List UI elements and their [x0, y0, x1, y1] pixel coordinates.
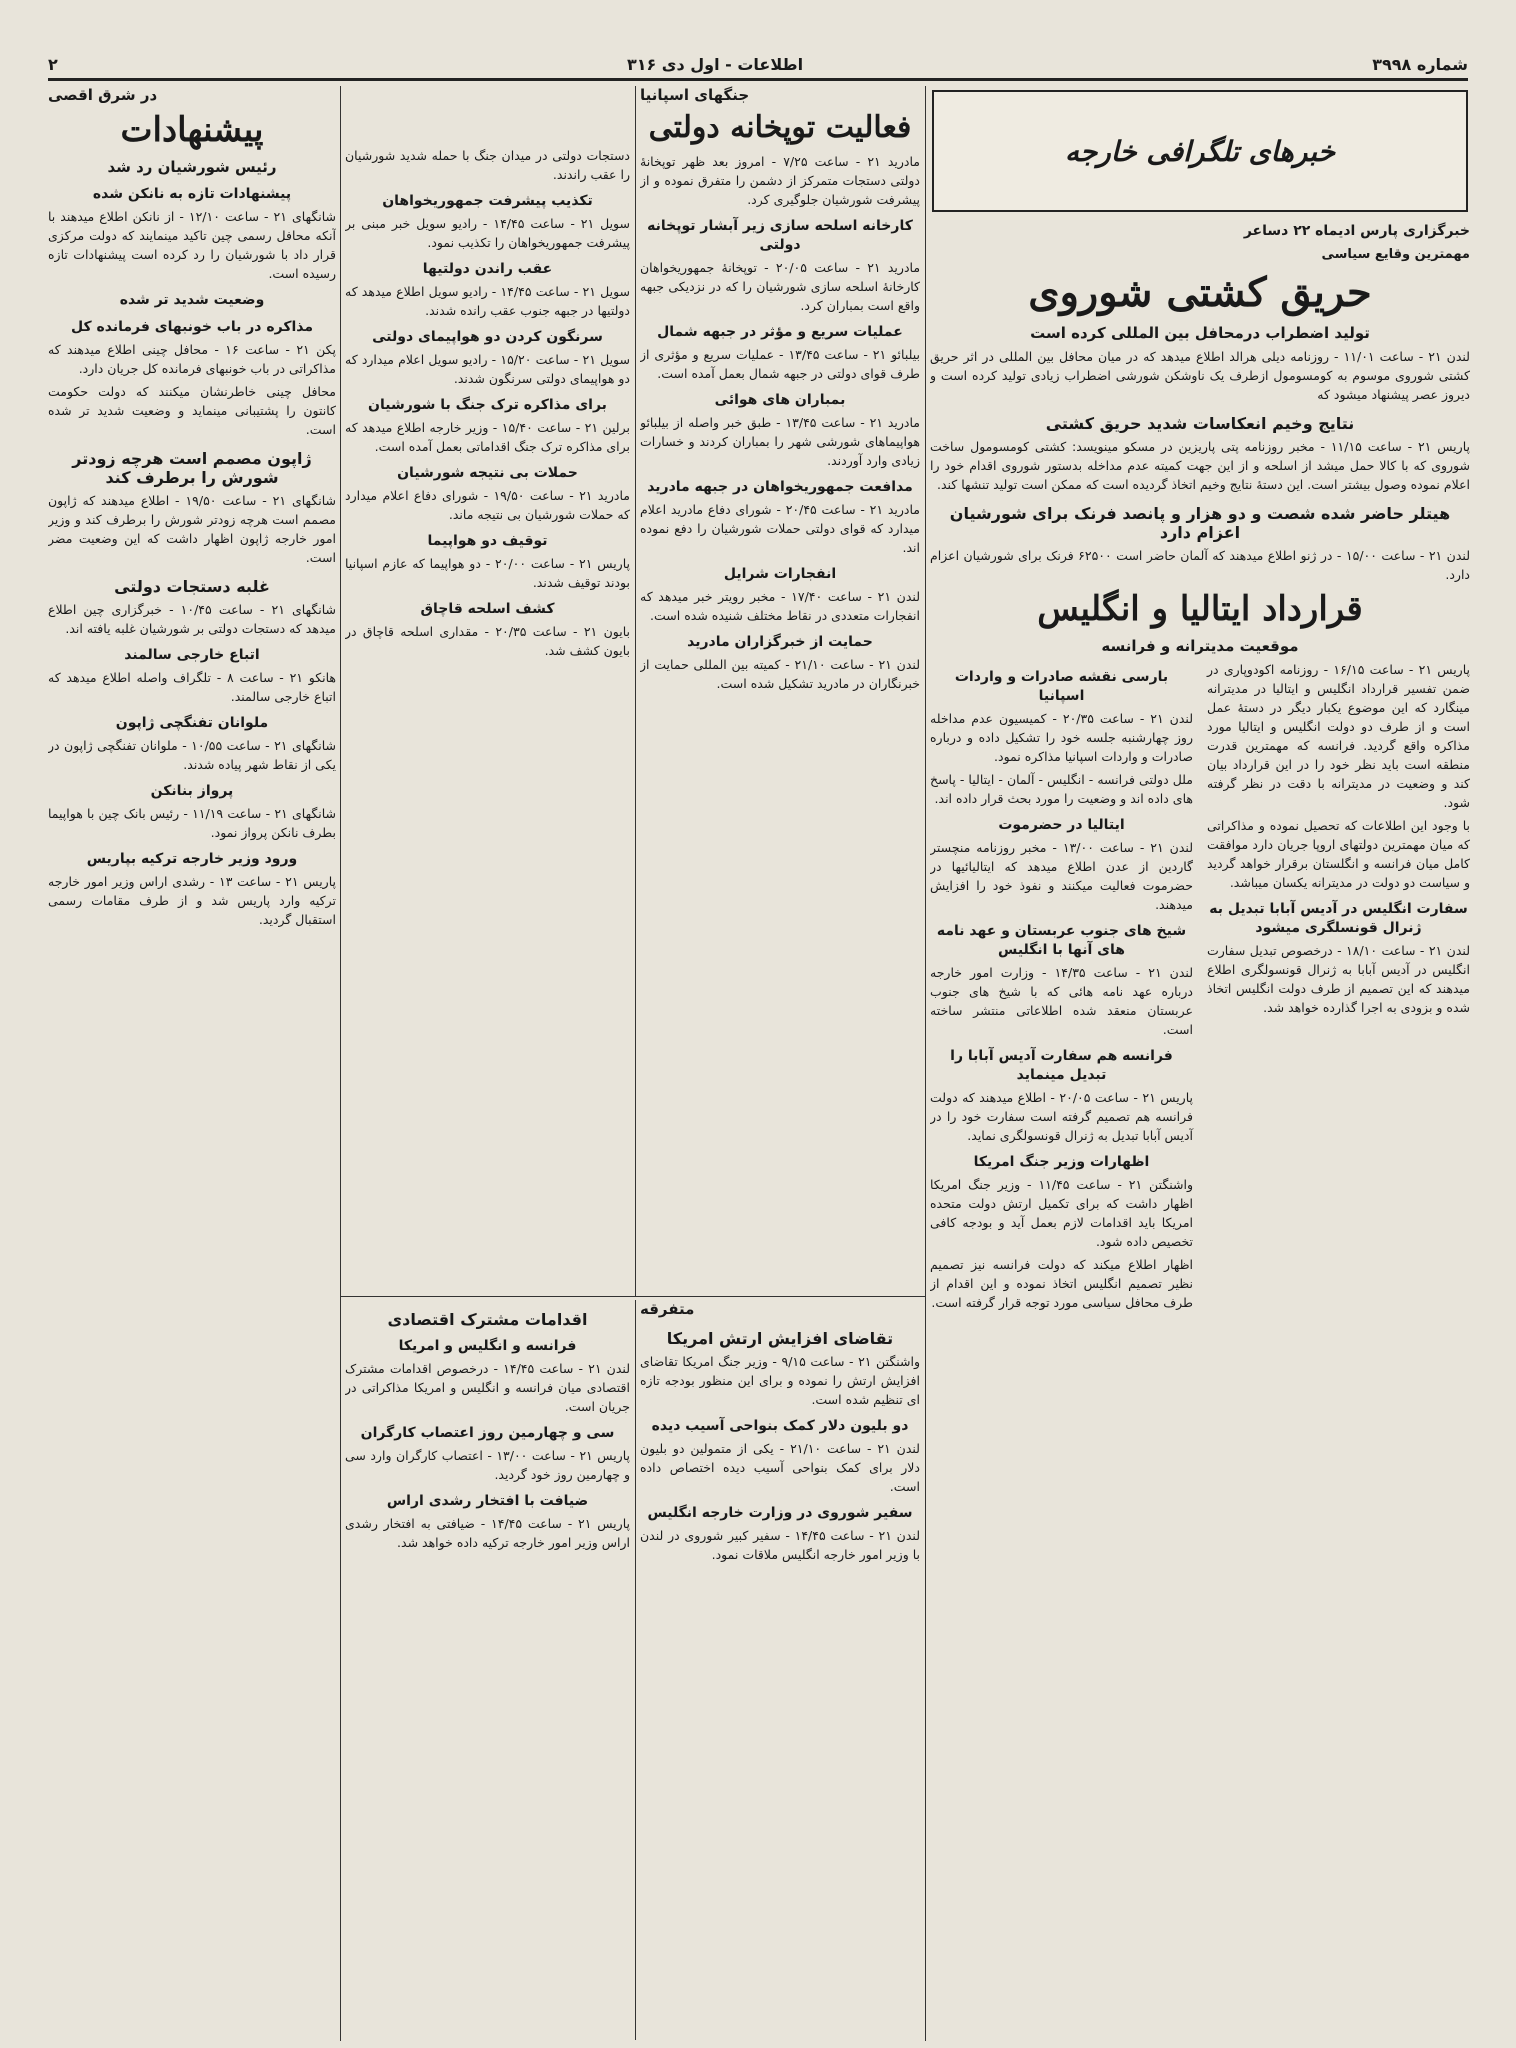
article-text: شانگهای ۲۱ - ساعت ۱۲/۱۰ - از نانکن اطلاع میدهند با آنکه محافل رسمی چین تاکید مینمایند که دولت مرکزی قرار داد با شورشیان را رد کرده است پیشنهادات تازه رسیده است.: [48, 209, 336, 282]
article-text: لندن ۲۱ - ساعت ۱۴/۴۵ - سفیر کبیر شوروی در لندن با وزیر امور خارجه انگلیس ملاقات نمود.: [640, 1528, 920, 1562]
headline-artillery: فعالیت توپخانه دولتی: [648, 110, 912, 145]
article-heading: پیشنهادات تازه به نانکن شده: [92, 186, 292, 203]
article-heading: مدافعت جمهوریخواهان در جبهه مادرید: [647, 478, 913, 495]
section-label: جنگهای اسپانیا: [640, 86, 750, 104]
article-heading: تکذیب پیشرفت جمهوریخواهان: [382, 193, 593, 209]
article-heading: کارخانه اسلحه سازی زیر آبشار توپخانه دولتی: [647, 217, 913, 253]
headline-italy-england: قرارداد ایتالیا و انگلیس: [1037, 589, 1363, 629]
article-text: شانگهای ۲۱ - ساعت ۱۰/۵۵ - ملوانان تفنگچی ژاپون در یکی از نقاط شهر پیاده شدند.: [48, 738, 336, 773]
banner-title: خبرهای تلگرافی خارجه: [1064, 134, 1336, 168]
issue-date: اطلاعات - اول دی ۳۱۶: [626, 54, 804, 74]
article-heading: مذاکره در باب خونبهای فرمانده کل: [70, 319, 314, 336]
economic-column: [345, 1300, 630, 2040]
article-text: پاریس ۲۱ - ساعت ۱۱/۱۵ - مخبر روزنامه پتی پاریزین در مسکو مینویسد: کشتی کومسومول ساخت شوروی که با کالا حمل میشد از اسلحه و از این جهت کمیته عدم مداخله بدستور شوروی اقدام خود را اعلام نموده وصول بیشتر است. این دستهٔ نتایج وخیم اتخاذ گردیده است که ممکن است تولید تنشها کند.: [930, 439, 1470, 492]
article-heading: اتباع خارجی سالمند: [124, 647, 260, 664]
article-text: دستجات دولتی در میدان جنگ با حمله شدید شورشیان را عقب راندند.: [345, 148, 630, 182]
two-col-block: [930, 660, 1470, 1316]
article-heading: فرانسه هم سفارت آدیس آبابا را تبدیل مینماید: [950, 1048, 1173, 1084]
article-heading: عقب راندن دولتیها: [422, 261, 553, 277]
article-heading: اظهارات وزیر جنگ امریکا: [973, 1154, 1150, 1171]
article-heading: سفارت انگلیس در آدیس آبابا تبدیل به ژنرال قونسلگری میشود: [1209, 901, 1468, 937]
far-east-column: [48, 86, 336, 2041]
misc-column: [640, 1300, 920, 2040]
article-heading: حملات بی نتیجه شورشیان: [397, 465, 578, 481]
article-text: شانگهای ۲۱ - ساعت ۱۱/۱۹ - رئیس بانک چین با هواپیما بطرف نانکن پرواز نمود.: [48, 806, 336, 841]
article-heading: وضعیت شدید تر شده: [119, 292, 265, 309]
article-text: لندن ۲۱ - ساعت ۱۳/۰۰ - مخبر روزنامه منچستر گاردین از عدن اطلاع میدهد که ایتالیائیها در حضرموت فعالیت میکنند و نفوذ خود را افزایش میدهند.: [930, 840, 1193, 913]
article-heading: ملوانان تفنگچی ژاپون: [115, 715, 269, 732]
article-heading: ژاپون مصمم است هرچه زودتر شورش را برطرف کند: [72, 449, 312, 488]
article-text: با وجود این اطلاعات که تحصیل نموده و مذاکراتی که میان مهمترین دولتهای اروپا جریان دارد موافقت کامل میان فرانسه و انگلستان برقرار خواهد گردید و سیاست دو دولت در مدیترانه یکسان میباشد.: [1207, 818, 1470, 891]
subheadline: رئیس شورشیان رد شد: [107, 158, 277, 177]
article-heading: انفجارات شرایل: [723, 565, 837, 582]
article-text: مادرید ۲۱ - ساعت ۲۰/۰۵ - توپخانهٔ جمهوریخواهان کارخانهٔ اسلحه سازی شورشیان را که در نزدیکی جبهه واقع است بمباران کرد.: [640, 259, 920, 313]
article-text: لندن ۲۱ - ساعت ۲۱/۱۰ - کمیته بین المللی حمایت از خبرنگاران در مادرید تشکیل شده است.: [640, 656, 920, 691]
article-heading: پرواز بنانکن: [150, 783, 234, 800]
right-column: [930, 86, 1470, 2041]
article-text: بیلبائو ۲۱ - ساعت ۱۳/۴۵ - عملیات سریع و مؤثری از طرف قوای دولتی در جبهه شمال بعمل آمده است.: [640, 346, 920, 381]
article-text: پاریس ۲۱ - ساعت ۲۰/۰۵ - اطلاع میدهند که دولت فرانسه هم تصمیم گرفته است سفارت خود را در آدیس آبابا تبدیل به ژنرال قونسولگری نماید.: [930, 1090, 1194, 1144]
article-text: اظهار اطلاع میکند که دولت فرانسه نیز تصمیم نظیر تصمیم انگلیس اتخاذ نموده و این اقدام از طرف محافل سیاسی مورد توجه قرار گرفته است.: [930, 1257, 1193, 1311]
article-heading: کشف اسلحه قاچاق: [420, 601, 555, 617]
article-text: شانگهای ۲۱ - ساعت ۱۰/۴۵ - خبرگزاری چین اطلاع میدهد که دستجات دولتی بر شورشیان غلبه یافته اند.: [48, 602, 336, 637]
article-heading: سفیر شوروی در وزارت خارجه انگلیس: [647, 1505, 913, 1521]
headline-proposals: پیشنهادات: [120, 110, 264, 150]
article-heading: بارسی نقشه صادرات و واردات اسپانیا: [954, 669, 1169, 705]
article-text: پاریس ۲۱ - ساعت ۱۴/۴۵ - ضیافتی به افتخار رشدی اراس وزیر امور خارجه ترکیه داده خواهد شد.: [345, 1516, 630, 1550]
article-heading: ورود وزیر خارجه ترکیه بپاریس: [86, 851, 298, 868]
article-text: ملل دولتی فرانسه - انگلیس - آلمان - ایتالیا - پاسخ های داده اند و وضعیت را مورد بحث قرار داده اند.: [930, 772, 1193, 807]
article-text: مادرید ۲۱ - ساعت ۱۳/۴۵ - طبق خبر واصله از بیلبائو هواپیماهای شورشی شهر را بمباران کردند و خسارات زیادی وارد آوردند.: [640, 414, 920, 468]
article-text: لندن ۲۱ - ساعت ۱۵/۰۰ - در ژنو اطلاع میدهند که آلمان حاضر است ۶۲۵۰۰ فرنک برای شورشیان اعزام دارد.: [930, 548, 1470, 582]
article-text: سویل ۲۱ - ساعت ۱۴/۴۵ - رادیو سویل خبر مبنی بر پیشرفت جمهوریخواهان را تکذیب نمود.: [345, 216, 630, 250]
article-text: لندن ۲۱ - ساعت ۱۴/۳۵ - وزارت امور خارجه درباره عهد نامه هائی که با شیخ های جنوب عربستان منعقد شده اطلاعاتی منتشر ساخته است.: [930, 965, 1194, 1038]
article-text: پاریس ۲۱ - ساعت ۱۳ - رشدی اراس وزیر امور خارجه ترکیه وارد پاریس شد و از طرف مقامات رسمی استقبال گردید.: [48, 874, 336, 928]
article-heading: برای مذاکره ترک جنگ با شورشیان: [368, 397, 607, 413]
article-heading: تقاضای افزایش ارتش امریکا: [666, 1329, 894, 1348]
article-heading: شیخ های جنوب عربستان و عهد نامه های آنها با انگلیس: [936, 923, 1187, 959]
article-heading: اقدامات مشترک اقتصادی: [387, 1310, 588, 1329]
article-text: واشنگتن ۲۱ - ساعت ۱۱/۴۵ - وزیر جنگ امریکا اظهار داشت که برای تکمیل ارتش دولت متحده امریکا باید اقدامات لازم بعمل آید و بودجه کافی تخصیص داده شود.: [930, 1177, 1194, 1250]
section-divider: [340, 1296, 925, 1297]
center-left-column: [345, 86, 630, 1291]
article-text: مادرید ۲۱ - ساعت ۷/۲۵ - امروز بعد ظهر توپخانهٔ دولتی دستجات متمرکز از دشمن را متفرق نموده و از پیشرفت شورشیان جلوگیری کرد.: [640, 153, 920, 207]
article-text: لندن ۲۱ - ساعت ۱۴/۴۵ - درخصوص اقدامات مشترک اقتصادی میان فرانسه و انگلیس و امریکا مذاکراتی در جریان است.: [345, 1361, 630, 1414]
article-heading: توقیف دو هواپیما: [427, 533, 548, 549]
article-heading: سی و چهارمین روز اعتصاب کارگران: [360, 1425, 615, 1441]
headline-soviet-ship: حریق کشتی شوروی: [1028, 269, 1372, 316]
article-text: هانکو ۲۱ - ساعت ۸ - تلگراف واصله اطلاع میدهد که اتباع خارجی سالمند.: [48, 670, 336, 705]
article-text: مادرید ۲۱ - ساعت ۱۹/۵۰ - شورای دفاع اعلام میدارد که حملات شورشیان بی نتیجه ماند.: [345, 488, 630, 522]
article-heading: بمباران های هوائی: [714, 391, 846, 408]
subhead: مهمترین وقایع سیاسی: [1321, 247, 1470, 262]
column-divider: [635, 86, 636, 1296]
article-text: شانگهای ۲۱ - ساعت ۱۹/۵۰ - اطلاع میدهند که ژاپون مصمم است هرچه زودتر شورش را برطرف کند و وزیر امور خارجه ژاپون اظهار داشت که این وضعیت مضر است.: [48, 493, 336, 566]
section-label: در شرق اقصی: [48, 86, 158, 104]
masthead-rule: [48, 78, 1468, 81]
article-heading: غلبه دستجات دولتی: [114, 577, 270, 597]
article-heading: ضیافت با افتخار رشدی اراس: [386, 1493, 589, 1509]
issue-number: شماره ۳۹۹۸: [1372, 54, 1468, 74]
article-text: لندن ۲۱ - ساعت ۱۷/۴۰ - مخبر رویتر خبر میدهد که انفجارات متعددی در نقاط مختلف شنیده شده است.: [640, 588, 920, 623]
article-heading: ایتالیا در حضرموت: [998, 817, 1125, 834]
article-heading: نتایج وخیم انعکاسات شدید حریق کشتی: [1045, 414, 1355, 433]
article-text: سویل ۲۱ - ساعت ۱۵/۲۰ - رادیو سویل اعلام میدارد که دو هواپیمای دولتی سرنگون شدند.: [345, 352, 630, 386]
article-text: لندن ۲۱ - ساعت ۱۸/۱۰ - درخصوص تبدیل سفارت انگلیس در آدیس آبابا به ژنرال قونسولگری اطلاع میدهند که این تصمیم از طرف دولت انگلیس اتخاذ شده و بزودی به اجرا گذارده خواهد شد.: [1207, 943, 1470, 1016]
column-divider: [635, 1300, 636, 2040]
article-heading: دو بلیون دلار کمک بنواحی آسیب دیده: [651, 1418, 909, 1434]
article-text: واشنگتن ۲۱ - ساعت ۹/۱۵ - وزیر جنگ امریکا تقاضای افزایش ارتش را نموده و برای این منظور بودجه تازه ای تنظیم شده است.: [640, 1354, 920, 1407]
spain-war-column: [640, 86, 920, 1291]
subheadline: تولید اضطراب درمحافل بین المللی کرده است: [1030, 324, 1370, 342]
article-text: لندن ۲۱ - ساعت ۲۰/۳۵ - کمیسیون عدم مداخله روز چهارشنبه جلسه خود را تشکیل داده و درباره صادرات و واردات اسپانیا مذاکره نمود.: [930, 711, 1193, 765]
article-heading: سرنگون کردن دو هواپیمای دولتی: [372, 329, 603, 345]
subheadline: موقعیت مدیترانه و فرانسه: [1101, 637, 1299, 656]
article-text: پاریس ۲۱ - ساعت ۱۳/۰۰ - اعتصاب کارگران وارد سی و چهارمین روز خود گردید.: [345, 1448, 630, 1482]
section-label: متفرقه: [640, 1300, 695, 1318]
agency-byline: خبرگزاری پارس ادیماه ۲۲ دساعر: [1243, 223, 1470, 239]
article-text: لندن ۲۱ - ساعت ۱۱/۰۱ - روزنامه دیلی هرالد اطلاع میدهد که در میان محافل بین المللی در اثر حریق کشتی شوروی موسوم به کومسومول ازطرف یک ناوشکن شورشی اضطراب زیادی تولید کرده است و دیروز عصر پیشنهاد میشود که: [930, 349, 1470, 402]
article-text: پاریس ۲۱ - ساعت ۲۰/۰۰ - دو هواپیما که عازم اسپانیا بودند توقیف شدند.: [345, 556, 630, 590]
column-divider: [340, 86, 341, 2041]
article-text: پاریس ۲۱ - ساعت ۱۶/۱۵ - روزنامه اکودوپاری در ضمن تفسیر قرارداد انگلیس و ایتالیا در مدیترانه مینگارد که این موضوع یکبار دیگر در دستهٔ عمل است و از طرف دو دولت انگلیس و ایتالیا مورد مذاکره واقع گردید. فرانسه که مهمترین قدرت منطقه است باید نظر خود را در این قرارداد بیان کند و وضعیت در مدیترانه با دقت در نظر گرفته شود.: [1207, 662, 1470, 811]
article-text: برلین ۲۱ - ساعت ۱۵/۴۰ - وزیر خارجه اطلاع میدهد که برای مذاکره ترک جنگ اقداماتی بعمل آمده است.: [345, 420, 630, 454]
subcolumn: [1207, 660, 1470, 1316]
article-heading: عملیات سریع و مؤثر در جبهه شمال: [657, 323, 903, 340]
article-text: سویل ۲۱ - ساعت ۱۴/۴۵ - رادیو سویل اطلاع میدهد که دولتیها در جبهه جنوب عقب رانده شدند.: [345, 284, 630, 318]
article-text: مادرید ۲۱ - ساعت ۲۰/۴۵ - شورای دفاع مادرید اعلام میدارد که قوای دولتی حملات شورشیان را دفع نموده اند.: [640, 501, 920, 555]
subcolumn: [930, 660, 1193, 1316]
page-number: ۲: [48, 54, 58, 74]
column-divider: [925, 86, 926, 2041]
article-heading: هیتلر حاضر شده شصت و دو هزار و پانصد فرنک برای شورشیان اعزام دارد: [949, 504, 1451, 542]
foreign-news-banner: [932, 90, 1468, 212]
article-text: لندن ۲۱ - ساعت ۲۱/۱۰ - یکی از متمولین دو بلیون دلار برای کمک بنواحی آسیب دیده اختصاص داده است.: [640, 1441, 920, 1494]
article-text: پکن ۲۱ - ساعت ۱۶ - محافل چینی اطلاع میدهند که مذاکراتی در باب خونبهای فرمانده کل جریان دارد.: [48, 342, 336, 377]
article-text: محافل چینی خاطرنشان میکنند که دولت حکومت کانتون را پشتیبانی مینماید و وضعیت شدید تر شده است.: [48, 384, 336, 438]
article-text: بایون ۲۱ - ساعت ۲۰/۳۵ - مقداری اسلحه قاچاق در بایون کشف شد.: [345, 624, 630, 658]
article-heading: حمایت از خبرگزاران مادرید: [687, 633, 873, 650]
masthead: [48, 52, 1468, 76]
article-heading: فرانسه و انگلیس و امریکا: [398, 1338, 577, 1354]
